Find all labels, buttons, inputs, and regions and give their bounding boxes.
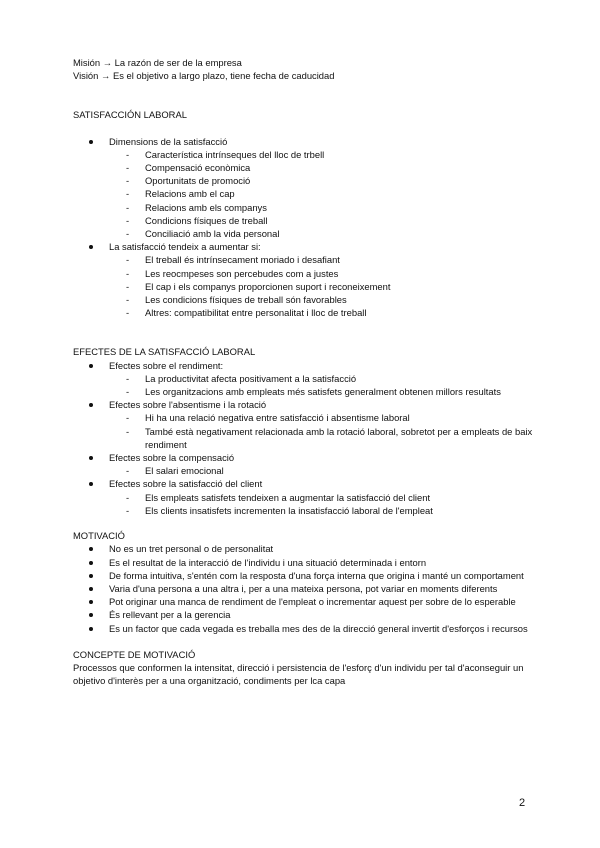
sub-item: - Els empleats satisfets tendeixen a augmentar la satisfacció del client [73, 491, 533, 504]
sub-item: - Relacions amb el cap [73, 187, 533, 200]
section-title-efectes: EFECTES DE LA SATISFACCIÓ LABORAL [73, 346, 256, 358]
bullet-motivacio: És rellevant per a la gerencia [73, 608, 533, 621]
sub-item: - També està negativament relacionada amb la rotació laboral, sobretot per a empleats de baix rendiment [73, 425, 533, 451]
intro-vision: Visión → Es el objetivo a largo plazo, tiene fecha de caducidad [73, 70, 335, 82]
page-number: 2 [519, 797, 526, 809]
sub-item: - Hi ha una relació negativa entre satisfacció i absentisme laboral [73, 411, 533, 424]
section-title-motivacio: MOTIVACIÓ [73, 530, 125, 542]
sub-item: - El salari emocional [73, 464, 533, 477]
bullet-motivacio: Varia d'una persona a una altra i, per a una mateixa persona, pot variar en moments diferents [73, 582, 533, 595]
bullet-motivacio: Es un factor que cada vegada es treballa mes des de la direcció general invertit d'esforços i recursos [73, 622, 533, 635]
sub-item: - Oportunitats de promoció [73, 174, 533, 187]
sub-item: - Característica intrínseques del lloc de trbell [73, 148, 533, 161]
concepte-paragraph: Processos que conformen la intensitat, direcció i persistencia de l'esforç d'un individu per tal d'aconseguir un objetivo d'interès per a una organització, condiments per lca capa [73, 661, 524, 687]
bullet-satisfaccio-tendeix: La satisfacció tendeix a aumentar si: [73, 240, 533, 253]
sub-item: - Les organitzacions amb empleats més satisfets generalment obtenen millors resultats [73, 385, 533, 398]
bullet-motivacio: De forma intuitiva, s'entén com la resposta d'una força interna que origina i manté un comportament [73, 569, 533, 582]
bullet-efectes-absentisme: Efectes sobre l'absentisme i la rotació [73, 398, 533, 411]
sub-item: - Condicions físiques de treball [73, 214, 533, 227]
bullet-dimensions: Dimensions de la satisfacció [73, 135, 533, 148]
section-title-satisfaccion-laboral: SATISFACCIÓN LABORAL [73, 109, 187, 121]
bullet-motivacio: No es un tret personal o de personalitat [73, 542, 533, 555]
bullet-efectes-rendiment: Efectes sobre el rendiment: [73, 359, 533, 372]
sub-item: - Altres: compatibilitat entre personalitat i lloc de treball [73, 306, 533, 319]
page-content [73, 56, 533, 687]
intro-mision: Misión → La razón de ser de la empresa [73, 57, 242, 68]
bullet-motivacio: Es el resultat de la interacció de l'individu i una situació determinada i entorn [73, 556, 533, 569]
sub-item: - La productivitat afecta positivament a la satisfacció [73, 372, 533, 385]
bullet-efectes-compensacio: Efectes sobre la compensació [73, 451, 533, 464]
sub-item: - El cap i els companys proporcionen suport i reconeixement [73, 280, 533, 293]
sub-item: - Les condicions físiques de treball són favorables [73, 293, 533, 306]
sub-item: - Les reocmpeses son percebudes com a justes [73, 267, 533, 280]
sub-item: - Els clients insatisfets incrementen la insatisfacció laboral de l'empleat [73, 504, 533, 517]
sub-item: - Relacions amb els companys [73, 201, 533, 214]
sub-item: - El treball és intrínsecament moriado i desafiant [73, 253, 533, 266]
section-title-concepte-motivacio: CONCEPTE DE MOTIVACIÓ [73, 648, 196, 660]
bullet-efectes-client: Efectes sobre la satisfacció del client [73, 477, 533, 490]
sub-item: - Conciliació amb la vida personal [73, 227, 533, 240]
sub-item: - Compensació econòmica [73, 161, 533, 174]
bullet-motivacio: Pot originar una manca de rendiment de l'empleat o incrementar aquest per sobre de lo esperable [73, 595, 533, 608]
